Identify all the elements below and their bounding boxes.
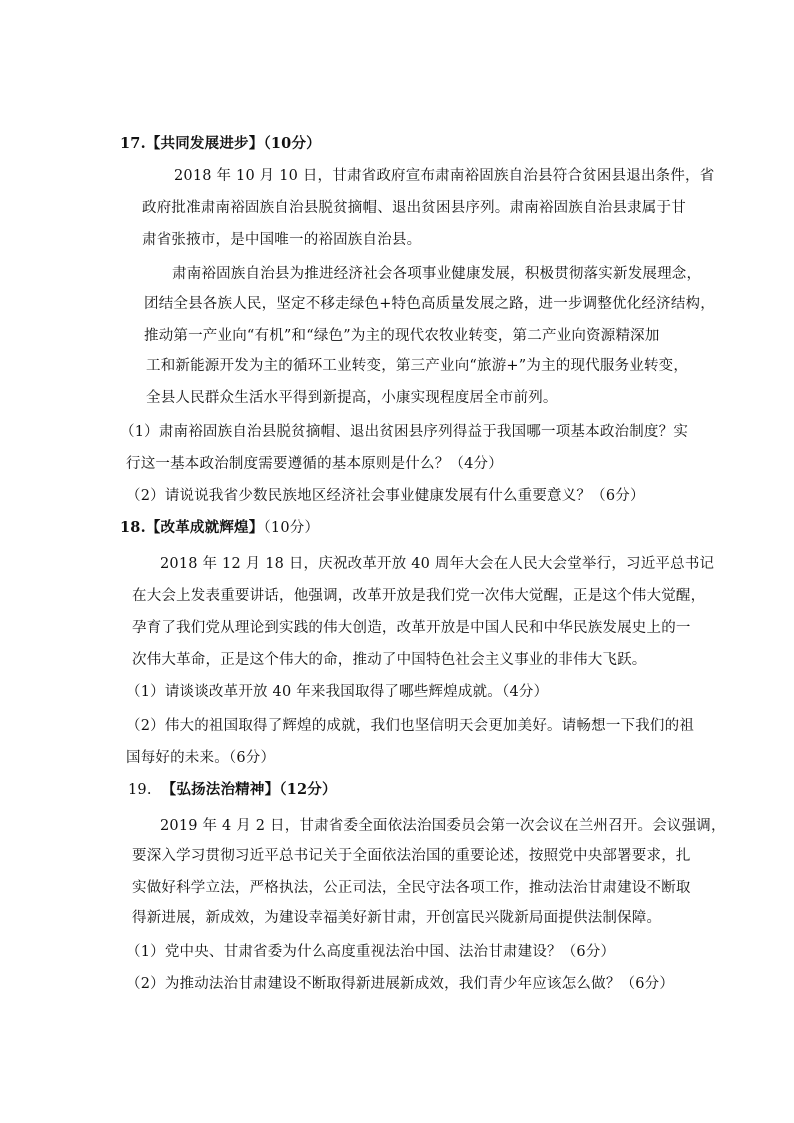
q17-para2-line4: 工和新能源开发为主的循环工业转变，第三产业向“旅游+”为主的现代服务业转变， [146, 358, 689, 374]
q19-sub2: （2）为推动法治甘肃建设不断取得新进展新成效，我们青少年应该怎么做？（6分） [126, 976, 675, 992]
q17-sub2: （2）请说说我省少数民族地区经济社会事业健康发展有什么重要意义？（6分） [126, 488, 645, 504]
q19-sub1: （1）党中央、甘肃省委为什么高度重视法治中国、法治甘肃建设？（6分） [126, 944, 616, 960]
q18-para1-line4: 次伟大革命，正是这个伟大的命，推动了中国特色社会主义事业的非伟大飞跃。 [132, 652, 647, 668]
q17-number: 17. [120, 135, 146, 152]
q17-title: 【共同发展进步】 [145, 135, 264, 152]
q18-para1-line1: 2018 年 12 月 18 日，庆祝改革开放 40 周年大会在人民大会堂举行，习近平总书记 [160, 556, 715, 572]
q18-sub2-line2: 国每好的未来。（6分） [126, 750, 276, 766]
q18-score: （10分） [263, 520, 320, 536]
q19-para1-line4: 得新进展，新成效，为建设幸福美好新甘肃，开创富民兴陇新局面提供法制保障。 [132, 910, 662, 926]
q17-sub1-line2: 行这一基本政治制度需要遵循的基本原则是什么？（4分） [126, 456, 503, 472]
q19-para1-line3: 实做好科学立法，严格执法，公正司法，全民守法各项工作，推动法治甘肃建设不断取 [132, 880, 691, 896]
q17-heading [120, 134, 321, 154]
q17-para2-line1: 肃南裕固族自治县为推进经济社会各项事业健康发展，积极贯彻落实新发展理念， [172, 266, 702, 282]
q18-heading [120, 518, 319, 538]
q19-heading [128, 780, 337, 800]
q18-number: 18. [120, 519, 146, 536]
q18-sub2-line1: （2）伟大的祖国取得了辉煌的成就，我们也坚信明天会更加美好。请畅想一下我们的祖 [126, 718, 695, 734]
q18-sub1: （1）请谈谈改革开放 40 年来我国取得了哪些辉煌成就。（4分） [126, 684, 549, 700]
q17-para1-line2: 政府批准肃南裕固族自治县脱贫摘帽、退出贫困县序列。肃南裕固族自治县隶属于甘 [142, 200, 686, 216]
q19-score: （12分） [279, 781, 337, 798]
q19-title: 【弘扬法治精神】 [161, 781, 280, 798]
q17-para1-line3: 肃省张掖市，是中国唯一的裕固族自治县。 [142, 232, 422, 248]
q17-para1-line1: 2018 年 10 月 10 日，甘肃省政府宣布肃南裕固族自治县符合贫困县退出条件，省 [174, 168, 715, 184]
q17-para2-line5: 全县人民群众生活水平得到新提高，小康实现程度居全市前列。 [146, 390, 558, 406]
q19-number: 19. [128, 782, 152, 798]
q17-sub1-line1: （1）肃南裕固族自治县脱贫摘帽、退出贫困县序列得益于我国哪一项基本政治制度？实 [120, 424, 689, 440]
q19-para1-line1: 2019 年 4 月 2 日，甘肃省委全面依法治国委员会第一次会议在兰州召开。会议强调， [160, 818, 726, 834]
q18-title: 【改革成就辉煌】 [145, 519, 264, 536]
q19-para1-line2: 要深入学习贯彻习近平总书记关于全面依法治国的重要论述，按照党中央部署要求，扎 [132, 848, 691, 864]
q18-para1-line3: 孕育了我们党从理论到实践的伟大创造，改革开放是中国人民和中华民族发展史上的一 [132, 620, 691, 636]
q17-para2-line2: 团结全县各族人民，坚定不移走绿色+特色高质量发展之路，进一步调整优化经济结构， [144, 296, 715, 312]
q17-para2-line3: 推动第一产业向“有机”和“绿色”为主的现代农牧业转变，第二产业向资源精深加 [144, 328, 660, 344]
q17-score: （10分） [263, 135, 321, 152]
q18-para1-line2: 在大会上发表重要讲话，他强调，改革开放是我们党一次伟大觉醒，正是这个伟大觉醒， [132, 588, 706, 604]
